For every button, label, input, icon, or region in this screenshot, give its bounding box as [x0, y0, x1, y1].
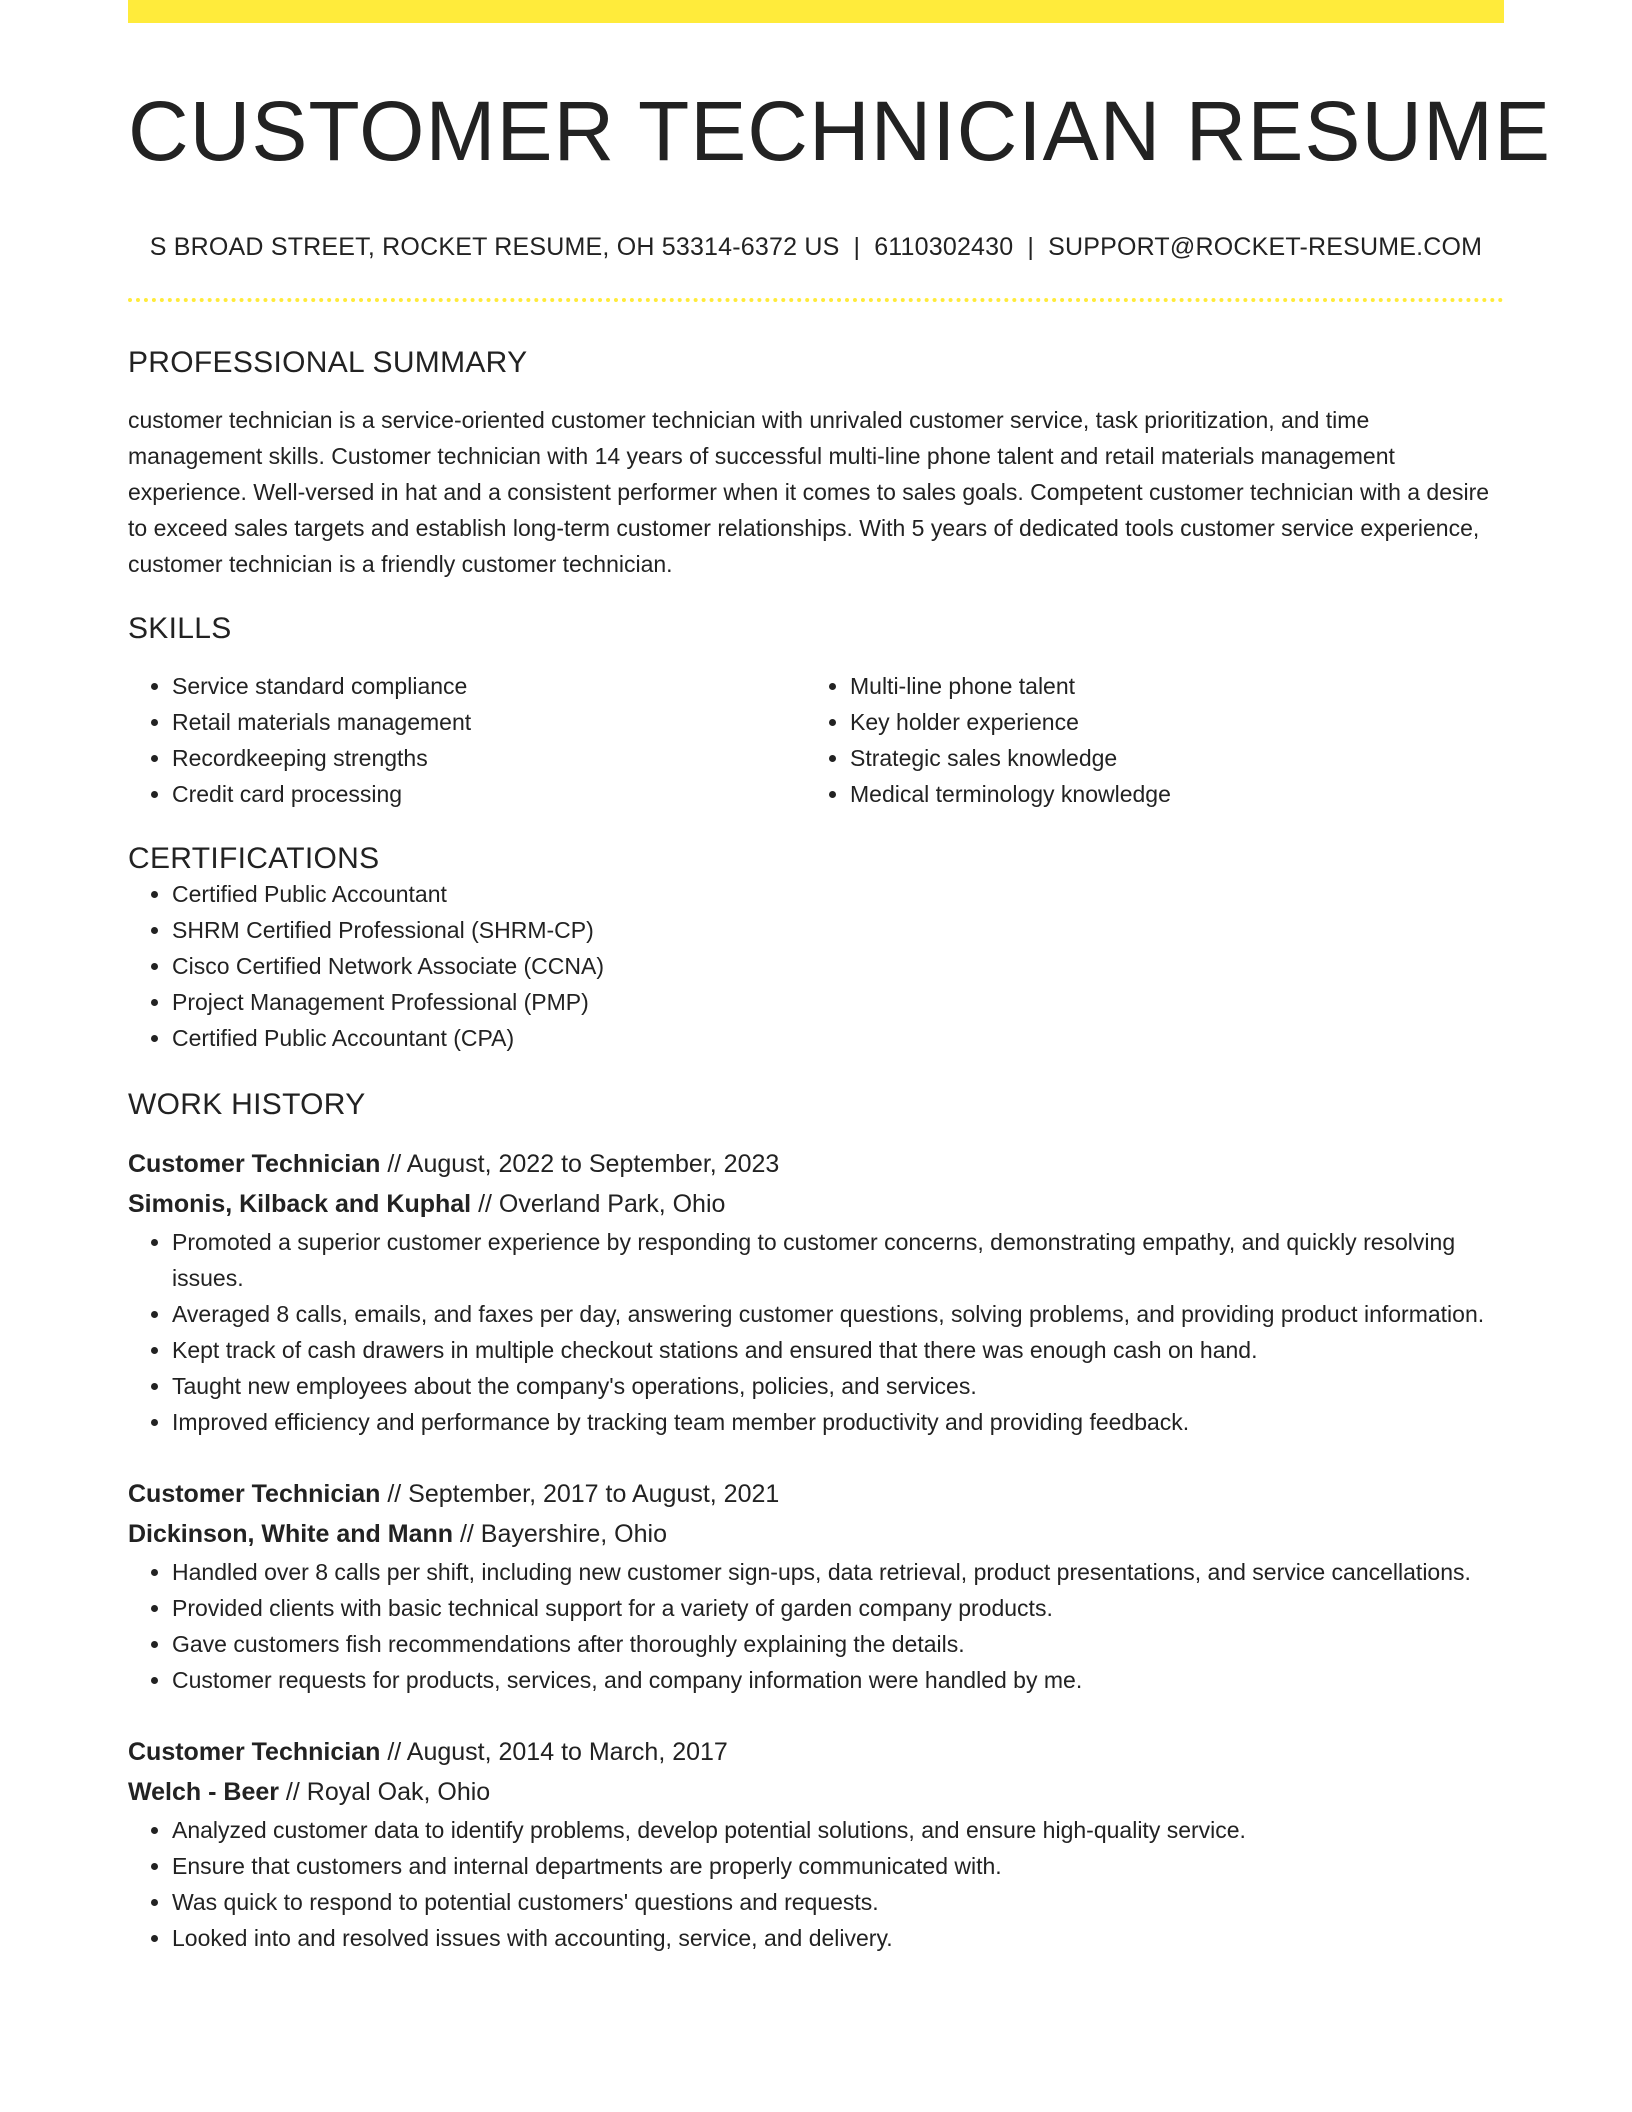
job-bullet: • Ensure that customers and internal departments are properly communicated with. [172, 1848, 1504, 1884]
job-bullet: • Was quick to respond to potential customers' questions and requests. [172, 1884, 1504, 1920]
job-company-line [128, 1184, 1504, 1224]
skill-item: • Recordkeeping strengths [172, 740, 806, 776]
job-location: // Overland Park, Ohio [471, 1190, 726, 1219]
job-bullet: • Averaged 8 calls, emails, and faxes per day, answering customer questions, solving problems, and providing product information. [172, 1296, 1504, 1332]
certification-item: • Certified Public Accountant (CPA) [172, 1020, 1504, 1056]
contact-line [128, 233, 1504, 262]
skill-item: • Key holder experience [850, 704, 1484, 740]
job-bullet: • Looked into and resolved issues with accounting, service, and delivery. [172, 1920, 1504, 1956]
summary-text: customer technician is a service-oriented customer technician with unrivaled customer service, task prioritization, and time management skills. Customer technician with 14 years of successful multi-line phone talent and retail materials management experience. Well-versed in hat and a consistent performer when it comes to sales goals. Competent customer technician with a desire to exceed sales targets and establish long-term customer relationships. With 5 years of dedicated tools customer service experience, customer technician is a friendly customer technician. [128, 407, 1490, 578]
job-bullet: • Gave customers fish recommendations after thoroughly explaining the details. [172, 1626, 1504, 1662]
job-company: Welch - Beer [128, 1778, 279, 1807]
skill-item: • Medical terminology knowledge [850, 776, 1484, 812]
job-bullet: • Promoted a superior customer experience by responding to customer concerns, demonstrating empathy, and quickly resolving issues. [172, 1224, 1504, 1296]
job-entry [128, 1144, 1504, 1440]
job-dates: // August, 2014 to March, 2017 [380, 1738, 728, 1767]
skills-list-right [806, 668, 1484, 812]
job-company: Dickinson, White and Mann [128, 1520, 454, 1549]
skill-item: • Strategic sales knowledge [850, 740, 1484, 776]
job-title: Customer Technician [128, 1480, 381, 1509]
contact-separator: | [853, 233, 861, 262]
certification-item: • Project Management Professional (PMP) [172, 984, 1504, 1020]
job-location: // Bayershire, Ohio [453, 1520, 667, 1549]
contact-address: S BROAD STREET, ROCKET RESUME, OH 53314-6372 US [149, 233, 840, 262]
job-bullets [128, 1554, 1504, 1698]
summary-heading: PROFESSIONAL SUMMARY [128, 346, 528, 380]
certification-item: • Cisco Certified Network Associate (CCNA) [172, 948, 1504, 984]
skills-column-left [128, 668, 806, 812]
job-title: Customer Technician [128, 1150, 381, 1179]
certification-item: • SHRM Certified Professional (SHRM-CP) [172, 912, 1504, 948]
skill-item: • Retail materials management [172, 704, 806, 740]
job-location: // Royal Oak, Ohio [278, 1778, 491, 1807]
skills-column-right [806, 668, 1484, 812]
job-bullets [128, 1224, 1504, 1440]
job-title-line [128, 1144, 1504, 1184]
skills-heading: SKILLS [128, 612, 232, 646]
certifications-list [128, 876, 1504, 1056]
resume-page [128, 0, 1552, 1956]
work-history-heading: WORK HISTORY [128, 1088, 366, 1122]
job-dates: // September, 2017 to August, 2021 [380, 1480, 780, 1509]
job-company: Simonis, Kilback and Kuphal [128, 1190, 472, 1219]
certifications-heading: CERTIFICATIONS [128, 842, 380, 876]
job-bullet: • Provided clients with basic technical support for a variety of garden company products. [172, 1590, 1504, 1626]
job-entry [128, 1732, 1504, 1956]
skills-list-left [128, 668, 806, 812]
job-entry [128, 1474, 1504, 1698]
job-company-line [128, 1514, 1504, 1554]
job-bullet: • Improved efficiency and performance by tracking team member productivity and providing feedback. [172, 1404, 1504, 1440]
job-bullets [128, 1812, 1504, 1956]
resume-title: CUSTOMER TECHNICIAN RESUME [128, 84, 1552, 178]
job-dates: // August, 2022 to September, 2023 [380, 1150, 780, 1179]
contact-email: SUPPORT@ROCKET-RESUME.COM [1048, 233, 1483, 262]
skill-item: • Multi-line phone talent [850, 668, 1484, 704]
job-bullet: • Analyzed customer data to identify problems, develop potential solutions, and ensure high-quality service. [172, 1812, 1504, 1848]
accent-top-bar [128, 0, 1504, 23]
job-bullet: • Handled over 8 calls per shift, including new customer sign-ups, data retrieval, product presentations, and service cancellations. [172, 1554, 1504, 1590]
skills-grid [128, 668, 1504, 812]
skill-item: • Credit card processing [172, 776, 806, 812]
certification-item: • Certified Public Accountant [172, 876, 1504, 912]
contact-separator: | [1027, 233, 1035, 262]
job-company-line [128, 1772, 1504, 1812]
dotted-divider [128, 298, 1504, 302]
skill-item: • Service standard compliance [172, 668, 806, 704]
job-bullet: • Customer requests for products, services, and company information were handled by me. [172, 1662, 1504, 1698]
job-bullet: • Taught new employees about the company's operations, policies, and services. [172, 1368, 1504, 1404]
job-title-line [128, 1474, 1504, 1514]
job-title: Customer Technician [128, 1738, 381, 1767]
job-bullet: • Kept track of cash drawers in multiple checkout stations and ensured that there was enough cash on hand. [172, 1332, 1504, 1368]
contact-phone: 6110302430 [874, 233, 1014, 262]
job-title-line [128, 1732, 1504, 1772]
